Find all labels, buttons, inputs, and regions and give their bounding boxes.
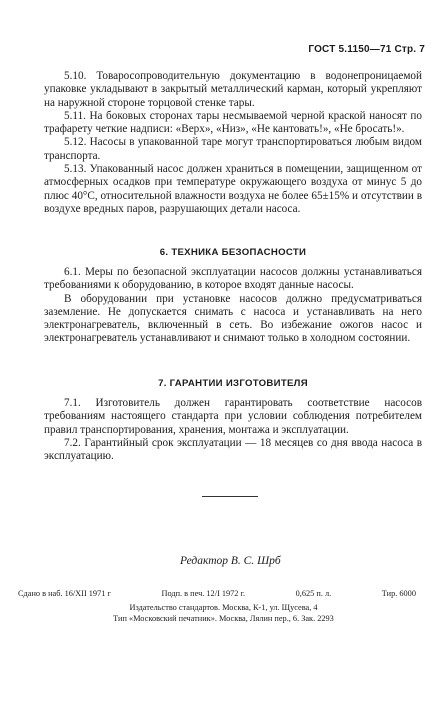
section-7-text (44, 397, 422, 463)
paragraph-6-1-cont: В оборудовании при установке насосов должно предусматриваться заземление. Не допускается снимать с насоса и устанавливать на него электронагреватель, включенный в сеть. Во избежание ожогов насос и электронагреватель устанавливают и снимают только в холодном состоянии. (44, 292, 422, 345)
page-header: ГОСТ 5.1150—71 Стр. 7 (308, 44, 425, 55)
section-divider (202, 496, 258, 497)
imprint-submitted: Сдано в наб. 16/XII 1971 г (18, 589, 111, 598)
imprint-circulation: Тир. 6000 (381, 589, 416, 598)
section-7-heading: 7. ГАРАНТИИ ИЗГОТОВИТЕЛЯ (158, 378, 308, 389)
paragraph-5-12: 5.12. Насосы в упакованной таре могут транспортироваться любым видом транспорта. (44, 136, 422, 162)
paragraph-7-2: 7.2. Гарантийный срок эксплуатации — 18 месяцев со дня ввода насоса в эксплуатацию. (44, 436, 422, 463)
imprint-details (18, 589, 416, 598)
imprint-signed: Подп. в печ. 12/I 1972 г. (161, 589, 246, 598)
imprint-printer: Тип «Московский печатник». Москва, Лялин пер., 6. Зак. 2293 (113, 614, 334, 623)
paragraph-6-1: 6.1. Меры по безопасной эксплуатации насосов должны устанавливаться требованиями к оборудованию, в которое входят данные насосы. (44, 266, 422, 292)
imprint-sheets: 0,625 п. л. (295, 589, 332, 598)
paragraph-5-13: 5.13. Упакованный насос должен храниться в помещении, защищенном от атмосферных осадков при температуре окружающего воздуха от минус 5 до плюс 40°С, относительной влажности воздуха не более 65±15% и отсутствии в воздухе вредных паров, разрушающих детали насоса. (44, 163, 422, 215)
paragraph-7-1: 7.1. Изготовитель должен гарантировать соответствие насосов требованиям настоящего стандарта при условии соблюдения потребителем правил транспортирования, хранения, монтажа и эксплуатации. (44, 397, 422, 436)
paragraph-5-11: 5.11. На боковых сторонах тары несмываемой черной краской наносят по трафарету четкие надписи: «Верх», «Низ», «Не кантовать!», «Не бросать!». (44, 109, 422, 136)
section-6-heading: 6. ТЕХНИКА БЕЗОПАСНОСТИ (159, 247, 307, 258)
section-6-text (44, 266, 422, 346)
imprint-publisher: Издательство стандартов. Москва, К-1, ул. Щусева, 4 (129, 603, 318, 612)
section-5-text (44, 70, 422, 216)
paragraph-5-10: 5.10. Товаросопроводительную документацию в водонепроницаемой упаковке укладывают в закрытый металлический карман, который укрепляют на наружной стороне торцовой стенке тары. (44, 70, 422, 109)
editor-credit: Редактор В. С. Шрб (180, 555, 281, 567)
